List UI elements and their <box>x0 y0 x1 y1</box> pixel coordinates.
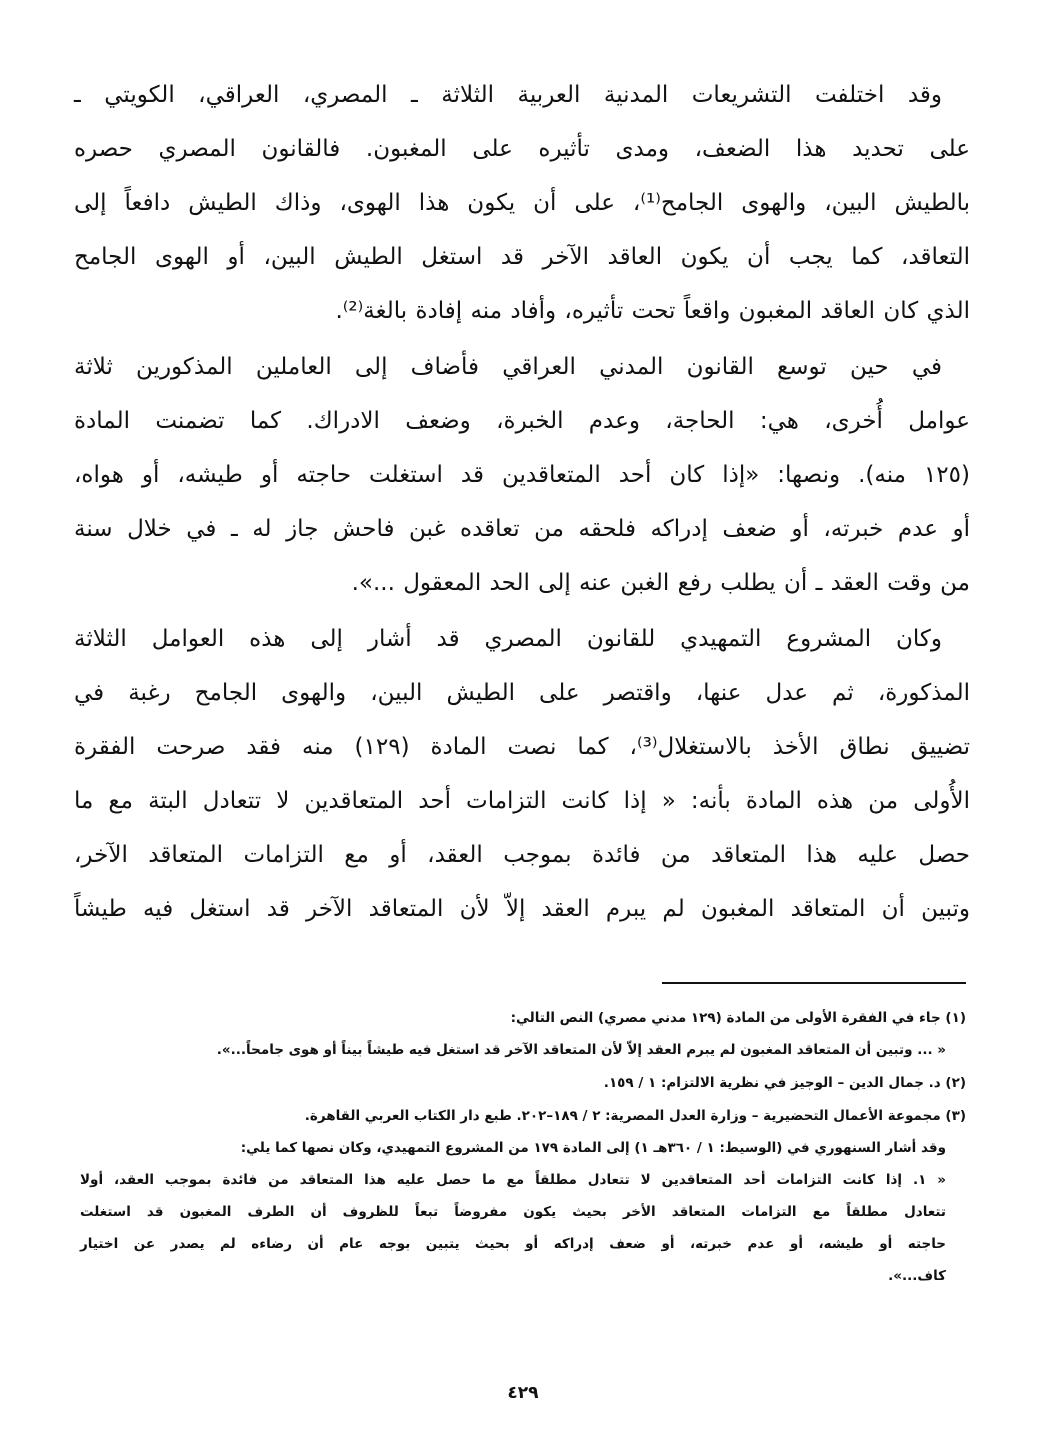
body-line: الذي كان العاقد المغبون واقعاً تحت تأثيره، وأفاد منه إفادة بالغة⁽²⁾. <box>335 298 970 324</box>
body-line: المذكورة، ثم عدل عنها، واقتصر على الطيش البين، والهوى الجامح رغبة في <box>74 680 970 706</box>
body-line: أو عدم خبرته، أو ضعف إدراكه فلحقه من تعاقده غبن فاحش جاز له ـ في خلال سنة <box>74 516 970 542</box>
footnote-line: (٣) مجموعة الأعمال التحضيرية – وزارة العدل المصرية: ٢ / ١٨٩–٢٠٢. طبع دار الكتاب العربي القاهرة. <box>304 1108 966 1124</box>
page-number: ٤٢٩ <box>507 1383 539 1403</box>
footnote-line: (١) جاء في الفقرة الأولى من المادة (١٢٩ مدني مصري) النص التالي: <box>510 1010 966 1026</box>
body-line: عوامل أُخرى، هي: الحاجة، وعدم الخبرة، وضعف الادراك. كما تضمنت المادة <box>74 408 970 434</box>
body-line: تضييق نطاق الأخذ بالاستغلال⁽³⁾، كما نصت المادة (١٢٩) منه فقد صرحت الفقرة <box>74 734 970 760</box>
body-line: وتبين أن المتعاقد المغبون لم يبرم العقد إلاّ لأن المتعاقد الآخر قد استغل فيه طيشاً <box>74 896 970 922</box>
footnote-line: « ... وتبين أن المتعاقد المغبون لم يبرم العقد إلاّ لأن المتعاقد الآخر قد استغل فيه طيشاً بيناً أو هوى جامحاً...». <box>216 1042 946 1058</box>
footnote-line: كاف...». <box>888 1268 946 1284</box>
body-line: (١٢٥ منه). ونصها: «إذا كان أحد المتعاقدين قد استغلت حاجته أو طيشه، أو هواه، <box>74 462 970 488</box>
body-line: في حين توسع القانون المدني العراقي فأضاف إلى العاملين المذكورين ثلاثة <box>74 354 942 380</box>
body-line: التعاقد، كما يجب أن يكون العاقد الآخر قد استغل الطيش البين، أو الهوى الجامح <box>74 244 970 270</box>
body-line: وقد اختلفت التشريعات المدنية العربية الثلاثة ـ المصري، العراقي، الكويتي ـ <box>74 82 942 108</box>
body-line: بالطيش البين، والهوى الجامح⁽¹⁾، على أن يكون هذا الهوى، وذاك الطيش دافعاً إلى <box>74 190 970 216</box>
body-line: الأُولى من هذه المادة بأنه: « إذا كانت التزامات أحد المتعاقدين لا تتعادل البتة مع ما <box>74 788 970 814</box>
body-line: على تحديد هذا الضعف، ومدى تأثيره على المغبون. فالقانون المصري حصره <box>74 136 970 162</box>
footnote-line: « ١. إذا كانت التزامات أحد المتعاقدين لا تتعادل مطلقاً مع ما حصل عليه هذا المتعاقد من فائدة بموجب العقد، أولا <box>80 1172 946 1188</box>
body-line: حصل عليه هذا المتعاقد من فائدة بموجب العقد، أو مع التزامات المتعاقد الآخر، <box>74 842 970 868</box>
footnote-line: وقد أشار السنهوري في (الوسيط: ١ / ٣٦٠هـ ١) إلى المادة ١٧٩ من المشروع التمهيدي، وكان نصها كما يلي: <box>240 1140 946 1156</box>
body-line: وكان المشروع التمهيدي للقانون المصري قد أشار إلى هذه العوامل الثلاثة <box>74 626 942 652</box>
footnote-separator <box>662 982 966 984</box>
footnote-line: (٢) د. جمال الدين – الوجيز في نظرية الالتزام: ١ / ١٥٩. <box>603 1075 966 1091</box>
footnote-line: حاجته أو طيشه، أو عدم خبرته، أو ضعف إدراكه أو بحيث يتبين بوجه عام أن رضاءه لم يصدر عن اختيار <box>80 1236 946 1252</box>
footnote-line: تتعادل مطلقاً مع التزامات المتعاقد الأخر بحيث يكون مفروضاً تبعاً للظروف أن الطرف المغبون قد استغلت <box>80 1204 946 1220</box>
body-line: من وقت العقد ـ أن يطلب رفع الغبن عنه إلى الحد المعقول ...». <box>351 570 970 596</box>
